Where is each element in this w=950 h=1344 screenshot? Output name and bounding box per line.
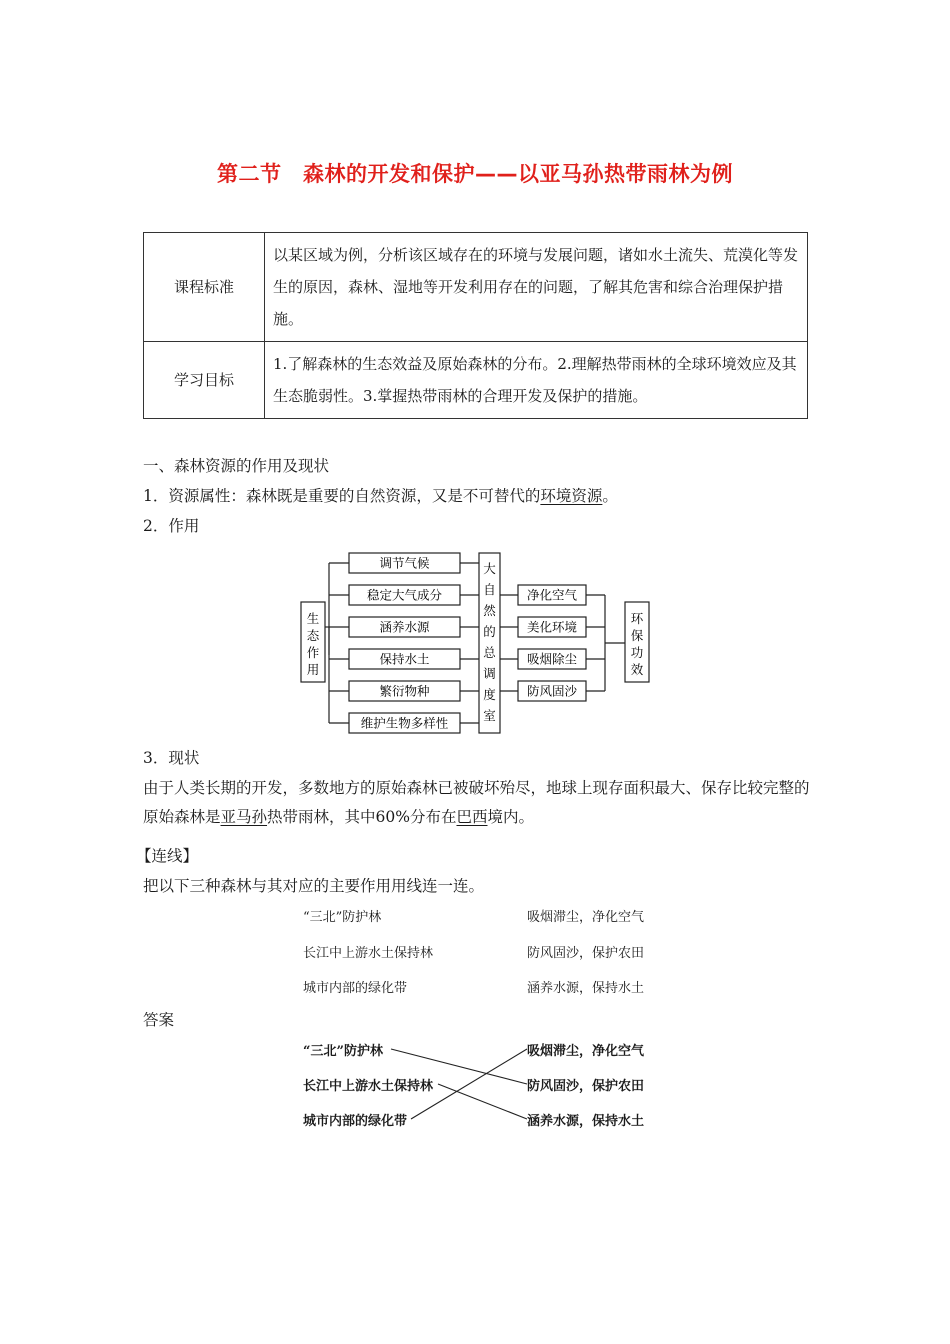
function-item: 吸烟滞尘，净化空气 [527,910,645,925]
environment-box-label: 防风固沙 [526,683,578,699]
status-text-3: 境内。 [487,808,535,826]
environment-box-label: 净化空气 [526,587,578,603]
table-label-cell: 学习目标 [144,342,265,419]
table-content-cell: 1.了解森林的生态效益及原始森林的分布。2.理解热带雨林的全球环境效应及其生态脆弱性。3.掌握热带雨林的合理开发及保护的措施。 [265,342,808,419]
answer-link-line [391,1049,527,1084]
forest-item: 长江中上游水土保持林 [303,946,434,961]
answer-forest-item: “三北”防护林 [303,1044,383,1059]
ecological-box-label: 繁衍物种 [379,683,430,699]
ecological-box-label: 调节气候 [379,555,430,571]
answer-function-item: 涵养水源，保持水土 [527,1114,645,1129]
function-heading: 2．作用 [143,517,200,535]
table-label-cell: 课程标准 [144,233,265,342]
answer-environment-resource: 环境资源 [540,487,603,505]
answer-forest-item: 长江中上游水土保持林 [303,1079,434,1094]
answer-brazil: 巴西 [456,808,488,826]
center-label: 大自然的总调度室 [483,561,496,723]
function-item: 防风固沙，保护农田 [527,946,645,961]
answer-label: 答案 [143,1011,175,1029]
table-content-cell: 以某区域为例，分析该区域存在的环境与发展问题，诸如水土流失、荒漠化等发生的原因，森林、湿地等开发利用存在的问题，了解其危害和综合治理保护措施。 [265,233,808,342]
forest-item: “三北”防护林 [303,910,382,925]
function-item: 涵养水源，保持水土 [527,981,645,996]
answer-link-line [411,1049,527,1119]
environment-box-label: 美化环境 [526,619,578,635]
answer-function-item: 防风固沙，保护农田 [527,1079,645,1094]
attribute-text: 1．资源属性：森林既是重要的自然资源，又是不可替代的 [143,487,541,505]
ecological-box-label: 稳定大气成分 [366,587,443,603]
ecological-label: 生态作用 [306,611,320,677]
status-heading: 3．现状 [143,749,200,767]
ecological-box-label: 维护生物多样性 [360,715,449,731]
section-heading: 一、森林资源的作用及现状 [143,457,330,475]
status-text-1: 由于人类长期的开发，多数地方的原始森林已被破坏殆尽，地球上现存面积最大、保存比较完整的原始森林是 [143,779,810,826]
matching-instruction: 把以下三种森林与其对应的主要作用用线连一连。 [143,877,485,895]
status-text-2: 热带雨林，其中60%分布在 [267,808,457,826]
answer-function-item: 吸烟滞尘，净化空气 [527,1044,645,1059]
page-title: 第二节 森林的开发和保护——以亚马孙热带雨林为例 [217,162,733,186]
matching-heading: 【连线】 [136,847,199,865]
answer-forest-item: 城市内部的绿化带 [303,1114,408,1129]
answer-amazon: 亚马孙 [220,808,268,826]
environment-box-label: 吸烟除尘 [526,651,578,667]
ecological-box-label: 保持水土 [379,651,430,667]
attribute-suffix: 。 [602,487,618,505]
forest-item: 城市内部的绿化带 [303,981,408,996]
ecological-box-label: 涵养水源 [379,619,430,635]
env-label: 环保功效 [630,611,644,677]
answer-link-line [438,1084,527,1119]
